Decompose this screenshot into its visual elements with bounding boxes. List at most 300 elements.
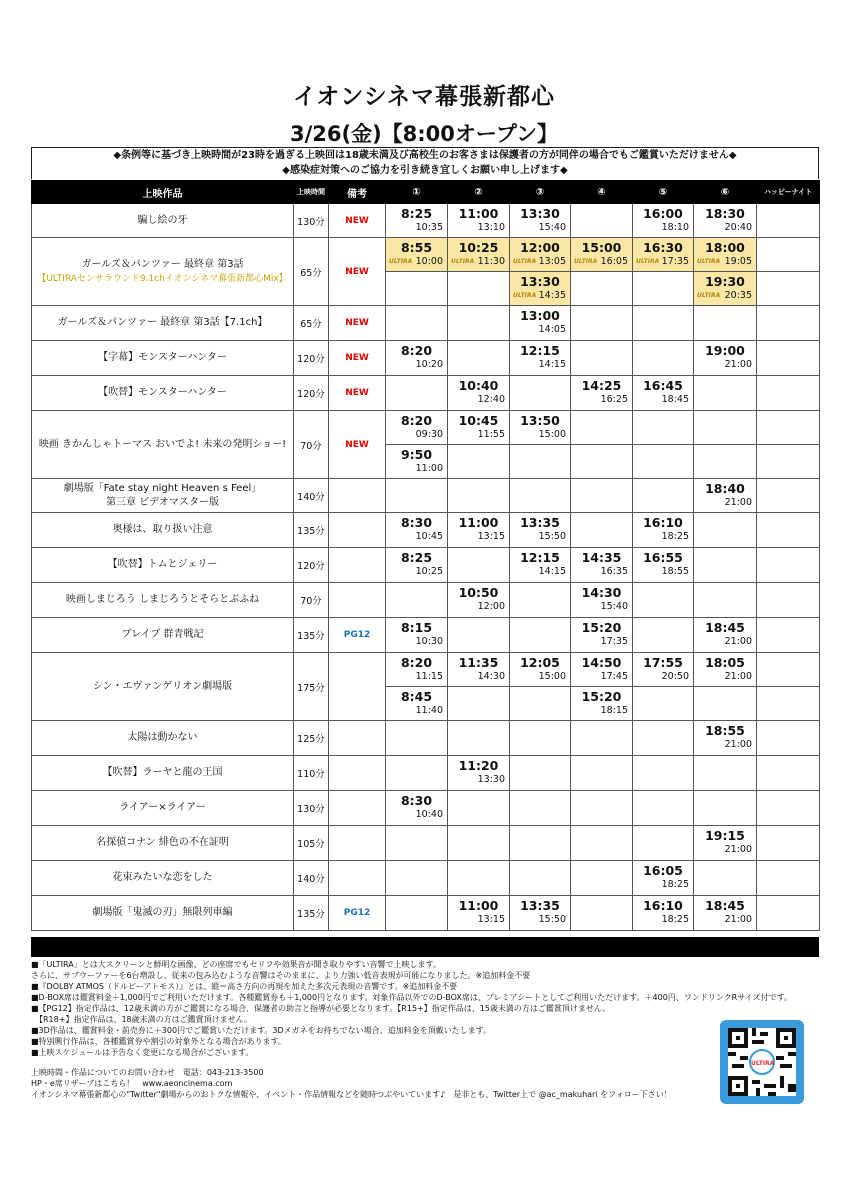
happy-night-slot [757,513,820,548]
showtime-start: 8:45 [400,689,433,704]
contact-phone: 上映時間・作品についてのお問い合わせ 電話：043-213-3500 [31,1068,264,1077]
showtime-end-time: 12:40 [477,394,505,405]
film-title: ガールズ＆パンツァー 最終章 第3話 [81,258,244,270]
film-title: 花束みたいな恋をした [112,872,213,883]
empty-slot [510,479,571,513]
happy-night-slot [757,721,820,756]
showtime-end-time: 16:35 [600,566,628,577]
film-title: 映画 きかんしゃトーマス おいでよ! 未来の発明ショー! [38,438,287,450]
schedule-date: 3/26(金)【8:00オープン】 [289,122,559,146]
empty-slot [510,618,571,653]
showtime-slot[interactable] [386,411,448,445]
film-title-cell [32,826,294,861]
empty-slot [571,306,633,341]
showtime-end [571,565,632,578]
film-duration: 65分 [294,306,329,341]
empty-slot [694,306,757,341]
empty-slot [571,861,633,896]
remark-cell [329,861,386,896]
showtime-slot[interactable] [633,204,694,238]
empty-slot [633,341,694,376]
showtime-slot[interactable] [694,204,757,238]
showtime-start: 16:10 [643,898,683,913]
remark-cell [329,653,386,721]
showtime-end [694,221,756,234]
empty-slot [571,826,633,861]
showtime-end-time: 18:25 [661,914,689,925]
showtime-start: 8:25 [400,206,433,221]
empty-slot [510,445,571,479]
showtime-start: 18:00 [705,240,745,255]
empty-slot [571,204,633,238]
note-dbox: ■D-BOX席は鑑賞料金＋1,000円でご利用いただけます。各種鑑賞券も＋1,000円となります。対象作品以外でのD-BOX席は、プレミアシートとしてご利用いただけます。＋400円、ワンドリンクRサイズ付です。 [31,993,792,1002]
film-title-cell [32,341,294,376]
showtime-slot[interactable] [694,341,757,376]
film-duration: 120分 [294,341,329,376]
showtime-end [386,670,447,683]
empty-slot [386,896,448,931]
film-duration: 120分 [294,548,329,583]
empty-slot [386,721,448,756]
showtime-end [386,530,447,543]
showtime-slot[interactable] [510,896,571,931]
empty-slot [448,826,510,861]
showtime-end-time: 10:30 [415,636,443,647]
showtime-slot[interactable] [694,896,757,931]
rating-badge: PG12 [329,618,386,653]
film-title-cell [32,238,294,306]
showtime-slot[interactable] [571,687,633,721]
happy-night-slot [757,306,820,341]
showtime-slot[interactable] [386,791,448,826]
schedule-table [31,180,820,931]
happy-night-slot [757,826,820,861]
showtime-end [448,393,509,406]
showtime-start: 11:00 [458,206,499,221]
happy-night-slot [757,583,820,618]
showtime-slot[interactable] [510,411,571,445]
showtime-start: 16:30 [643,240,683,255]
showtime-slot[interactable] [633,861,694,896]
showtime-start: 10:25 [458,240,499,255]
empty-slot [448,861,510,896]
empty-slot [633,756,694,791]
showtime-end-time: 10:45 [415,531,443,542]
happy-night-slot [757,756,820,791]
film-title-cell [32,618,294,653]
film-title: ライアー×ライアー [119,802,206,813]
empty-slot [571,445,633,479]
showtime-start: 10:50 [458,585,499,600]
empty-slot [448,341,510,376]
showtime-slot[interactable] [571,583,633,618]
showtime-start: 11:20 [458,758,499,773]
showtime-end-time: 15:00 [538,671,566,682]
showtime-start: 14:30 [581,585,622,600]
note-special: ■特別興行作品は、各種鑑賞券や割引の対象外となる場合があります。 [31,1037,286,1046]
showtime-slot[interactable] [386,687,448,721]
showtime-end [694,843,756,856]
film-subtitle: 【ULTIRAセンサラウンド9.1chイオンシネマ幕張新都心Mix】 [37,273,288,284]
showtime-start: 15:20 [581,689,622,704]
film-title-cell [32,479,294,513]
showtime-slot[interactable] [448,238,510,272]
showtime-slot[interactable] [386,204,448,238]
film-title: 奥様は、取り扱い注意 [112,524,213,535]
rating-badge: PG12 [329,896,386,931]
showtime-start: 13:35 [520,515,560,530]
showtime-end [571,255,632,268]
film-duration: 140分 [294,479,329,513]
showtime-end-time: 10:25 [415,566,443,577]
showtime-slot[interactable] [386,618,448,653]
showtime-slot[interactable] [510,204,571,238]
showtime-slot[interactable] [448,411,510,445]
showtime-end-time: 21:00 [724,359,752,370]
header-screen-4: ④ [571,181,633,204]
empty-slot [386,376,448,411]
showtime-end [571,600,632,613]
empty-slot [510,687,571,721]
showtime-start: 12:00 [520,240,560,255]
film-title: 【字幕】モンスターハンター [98,352,227,363]
showtime-end [448,773,509,786]
showtime-start: 18:45 [705,620,745,635]
showtime-end-time: 18:45 [661,394,689,405]
empty-slot [571,756,633,791]
showtime-slot[interactable] [633,896,694,931]
empty-slot [448,548,510,583]
notice-box [31,147,819,179]
remark-cell [329,756,386,791]
showtime-start: 8:30 [400,515,433,530]
empty-slot [694,756,757,791]
showtime-start: 10:40 [458,378,499,393]
showtime-slot[interactable] [694,479,757,513]
showtime-end-time: 18:10 [661,222,689,233]
note-schedule-change: ■上映スケジュールは予告なく変更になる場合がございます。 [31,1048,254,1057]
empty-slot [694,687,757,721]
film-duration: 135分 [294,513,329,548]
happy-night-slot [757,238,820,272]
showtime-end [510,323,570,336]
empty-slot [633,687,694,721]
film-title: 映画しまじろう しまじろうとそらとぶふね [65,594,260,605]
showtime-start: 17:55 [643,655,683,670]
film-duration: 130分 [294,791,329,826]
showtime-end [633,255,693,268]
showtime-start: 11:35 [458,655,499,670]
new-badge: NEW [329,341,386,376]
showtime-start: 13:00 [520,308,560,323]
showtime-end [633,565,693,578]
empty-slot [510,826,571,861]
showtime-slot[interactable] [694,826,757,861]
table-row [32,618,820,653]
film-title: 名探偵コナン 緋色の不在証明 [96,837,229,848]
showtime-slot[interactable] [571,618,633,653]
showtime-slot[interactable] [510,238,571,272]
empty-slot [633,479,694,513]
film-duration: 140分 [294,861,329,896]
showtime-start: 13:50 [520,413,560,428]
showtime-end-time: 18:55 [661,566,689,577]
showtime-end [694,496,756,509]
empty-slot [386,272,448,306]
showtime-end-time: 21:00 [724,844,752,855]
showtime-end [386,358,447,371]
table-row [32,204,820,238]
showtime-start: 8:30 [400,793,433,808]
showtime-end-time: 18:25 [661,879,689,890]
showtime-slot[interactable] [386,513,448,548]
showtime-end-time: 21:00 [724,739,752,750]
showtime-start: 13:30 [520,274,560,289]
notice-infection: ◆感染症対策へのご協力を引き続き宜しくお願い申し上げます◆ [282,165,568,176]
film-duration: 135分 [294,618,329,653]
table-row [32,653,820,687]
showtime-end-time: 15:50 [538,914,566,925]
empty-slot [571,411,633,445]
showtime-end-time: 10:00 [415,256,443,267]
film-duration: 110分 [294,756,329,791]
showtime-end-time: 15:00 [538,429,566,440]
table-row [32,411,820,445]
showtime-slot[interactable] [633,238,694,272]
showtime-end-time: 15:50 [538,531,566,542]
showtime-slot[interactable] [694,721,757,756]
empty-slot [448,721,510,756]
showtime-slot[interactable] [510,653,571,687]
empty-slot [510,721,571,756]
film-title: 【吹替】モンスターハンター [98,387,227,398]
showtime-end [448,530,509,543]
header-remark: 備考 [329,181,386,204]
showtime-end-time: 17:45 [600,671,628,682]
header-screen-6: ⑥ [694,181,757,204]
showtime-end [510,565,570,578]
footer-bar [31,937,819,957]
empty-slot [510,376,571,411]
empty-slot [633,721,694,756]
happy-night-slot [757,548,820,583]
showtime-slot[interactable] [448,756,510,791]
showtime-slot[interactable] [633,548,694,583]
empty-slot [386,306,448,341]
film-title: ブレイブ 群青戦記 [121,629,204,640]
film-title-cell [32,721,294,756]
film-title: 劇場版「Fate stay night Heaven s Feel」 [63,482,262,494]
empty-slot [448,272,510,306]
showtime-end-time: 17:35 [600,636,628,647]
film-title-cell [32,376,294,411]
empty-slot [633,306,694,341]
showtime-slot[interactable] [633,513,694,548]
showtime-slot[interactable] [448,583,510,618]
table-row [32,376,820,411]
notice-curfew: ◆条例等に基づき上映時間が23時を過ぎる上映回は18歳未満及び高校生のお客さまは保護者の方が同伴の場合でもご鑑賞いただけません◆ [113,150,737,161]
empty-slot [694,376,757,411]
showtime-end-time: 13:15 [477,914,505,925]
note-dolby: ■『DOLBY ATMOS（ドルビーアトモス）』とは、縦＝高さ方向の再現を加えた多次元表現の音響です。※追加料金不要 [31,982,458,991]
showtime-end [510,428,570,441]
qr-code[interactable] [720,1020,804,1104]
showtime-end [633,913,693,926]
showtime-slot[interactable] [386,548,448,583]
empty-slot [510,791,571,826]
showtime-end-time: 20:50 [661,671,689,682]
note-pg12: ■【PG12】指定作品は、12歳未満の方がご鑑賞になる場合、保護者の助言と指導が必要となります。【R15+】指定作品は、15歳未満の方はご鑑賞頂けません。 [31,1004,611,1013]
showtime-end-time: 09:30 [415,429,443,440]
showtime-slot[interactable] [694,272,757,306]
empty-slot [694,861,757,896]
contact-twitter[interactable]: イオンシネマ幕張新都心の"Twitter"劇場からのおトクな情報や、イベント・作品情報などを随時つぶやいています♪ 是非とも、Twitter上で @ac_makuhari をフォロー下さい！ [31,1090,672,1099]
showtime-slot[interactable] [510,306,571,341]
empty-slot [633,272,694,306]
showtime-end [633,878,693,891]
showtime-end [510,255,570,268]
film-duration: 65分 [294,238,329,306]
showtime-end [386,635,447,648]
empty-slot [694,445,757,479]
showtime-slot[interactable] [448,653,510,687]
film-title-cell [32,583,294,618]
contact-web[interactable]: HP・e席リザーブはこちら！ www.aeoncinema.com [31,1079,233,1088]
happy-night-slot [757,687,820,721]
ultira-logo: ULTIRA [697,292,721,299]
showtime-slot[interactable] [694,618,757,653]
showtime-end-time: 16:05 [600,256,628,267]
film-duration: 125分 [294,721,329,756]
showtime-slot[interactable] [510,272,571,306]
showtime-slot[interactable] [386,238,448,272]
showtime-slot[interactable] [448,513,510,548]
showtime-end-time: 11:30 [477,256,505,267]
showtime-end [633,221,693,234]
empty-slot [694,583,757,618]
ultira-logo: ULTIRA [389,258,413,265]
remark-cell [329,548,386,583]
new-badge: NEW [329,238,386,306]
showtime-slot[interactable] [571,238,633,272]
empty-slot [633,411,694,445]
showtime-end-time: 21:00 [724,636,752,647]
empty-slot [694,513,757,548]
showtime-slot[interactable] [386,445,448,479]
header-screen-3: ③ [510,181,571,204]
showtime-slot[interactable] [510,341,571,376]
showtime-end-time: 13:15 [477,531,505,542]
showtime-end [386,255,447,268]
showtime-slot[interactable] [633,653,694,687]
showtime-start: 14:50 [581,655,622,670]
showtime-slot[interactable] [448,204,510,238]
empty-slot [510,583,571,618]
showtime-end-time: 11:40 [415,705,443,716]
qr-logo: ULTIRA [749,1049,775,1075]
empty-slot [510,756,571,791]
empty-slot [694,411,757,445]
empty-slot [633,826,694,861]
new-badge: NEW [329,204,386,238]
film-title-cell [32,306,294,341]
showtime-end [571,704,632,717]
showtime-start: 12:05 [520,655,560,670]
showtime-slot[interactable] [694,238,757,272]
showtime-end-time: 15:40 [538,222,566,233]
showtime-slot[interactable] [633,376,694,411]
note-r18: 【R18+】指定作品は、18歳未満の方はご鑑賞頂けません。 [31,1015,253,1024]
empty-slot [448,445,510,479]
showtime-end-time: 18:15 [600,705,628,716]
ultira-logo: ULTIRA [697,258,721,265]
showtime-start: 19:15 [705,828,745,843]
showtime-end-time: 13:30 [477,774,505,785]
showtime-end-time: 18:25 [661,531,689,542]
film-duration: 135分 [294,896,329,931]
header-happy-night: ハッピーナイト [757,181,820,204]
showtime-slot[interactable] [386,341,448,376]
showtime-start: 11:00 [458,515,499,530]
table-row [32,826,820,861]
header-screen-1: ① [386,181,448,204]
empty-slot [633,618,694,653]
empty-slot [571,791,633,826]
showtime-start: 18:55 [705,723,745,738]
empty-slot [571,341,633,376]
showtime-end-time: 21:00 [724,671,752,682]
showtime-start: 18:45 [705,898,745,913]
showtime-end [694,670,756,683]
showtime-end [386,808,447,821]
empty-slot [571,896,633,931]
showtime-slot[interactable] [448,376,510,411]
showtime-slot[interactable] [571,548,633,583]
showtime-end-time: 10:40 [415,809,443,820]
showtime-slot[interactable] [510,548,571,583]
empty-slot [448,791,510,826]
showtime-slot[interactable] [386,653,448,687]
film-title: 太陽は動かない [127,732,198,743]
empty-slot [571,513,633,548]
header-film: 上映作品 [32,181,294,204]
ultira-logo: ULTIRA [513,258,537,265]
showtime-start: 14:35 [581,550,622,565]
showtime-slot[interactable] [571,376,633,411]
empty-slot [510,861,571,896]
empty-slot [386,756,448,791]
empty-slot [633,445,694,479]
film-title-cell [32,791,294,826]
showtime-start: 18:05 [705,655,745,670]
film-duration: 70分 [294,411,329,479]
empty-slot [694,548,757,583]
showtime-start: 12:15 [520,550,560,565]
empty-slot [448,618,510,653]
showtime-end-time: 20:40 [724,222,752,233]
showtime-slot[interactable] [571,653,633,687]
showtime-end-time: 17:35 [661,256,689,267]
showtime-slot[interactable] [510,513,571,548]
empty-slot [571,272,633,306]
showtime-start: 16:10 [643,515,683,530]
remark-cell [329,721,386,756]
showtime-end [386,221,447,234]
showtime-end [571,635,632,648]
showtime-slot[interactable] [448,896,510,931]
showtime-slot[interactable] [694,653,757,687]
showtime-end [510,530,570,543]
